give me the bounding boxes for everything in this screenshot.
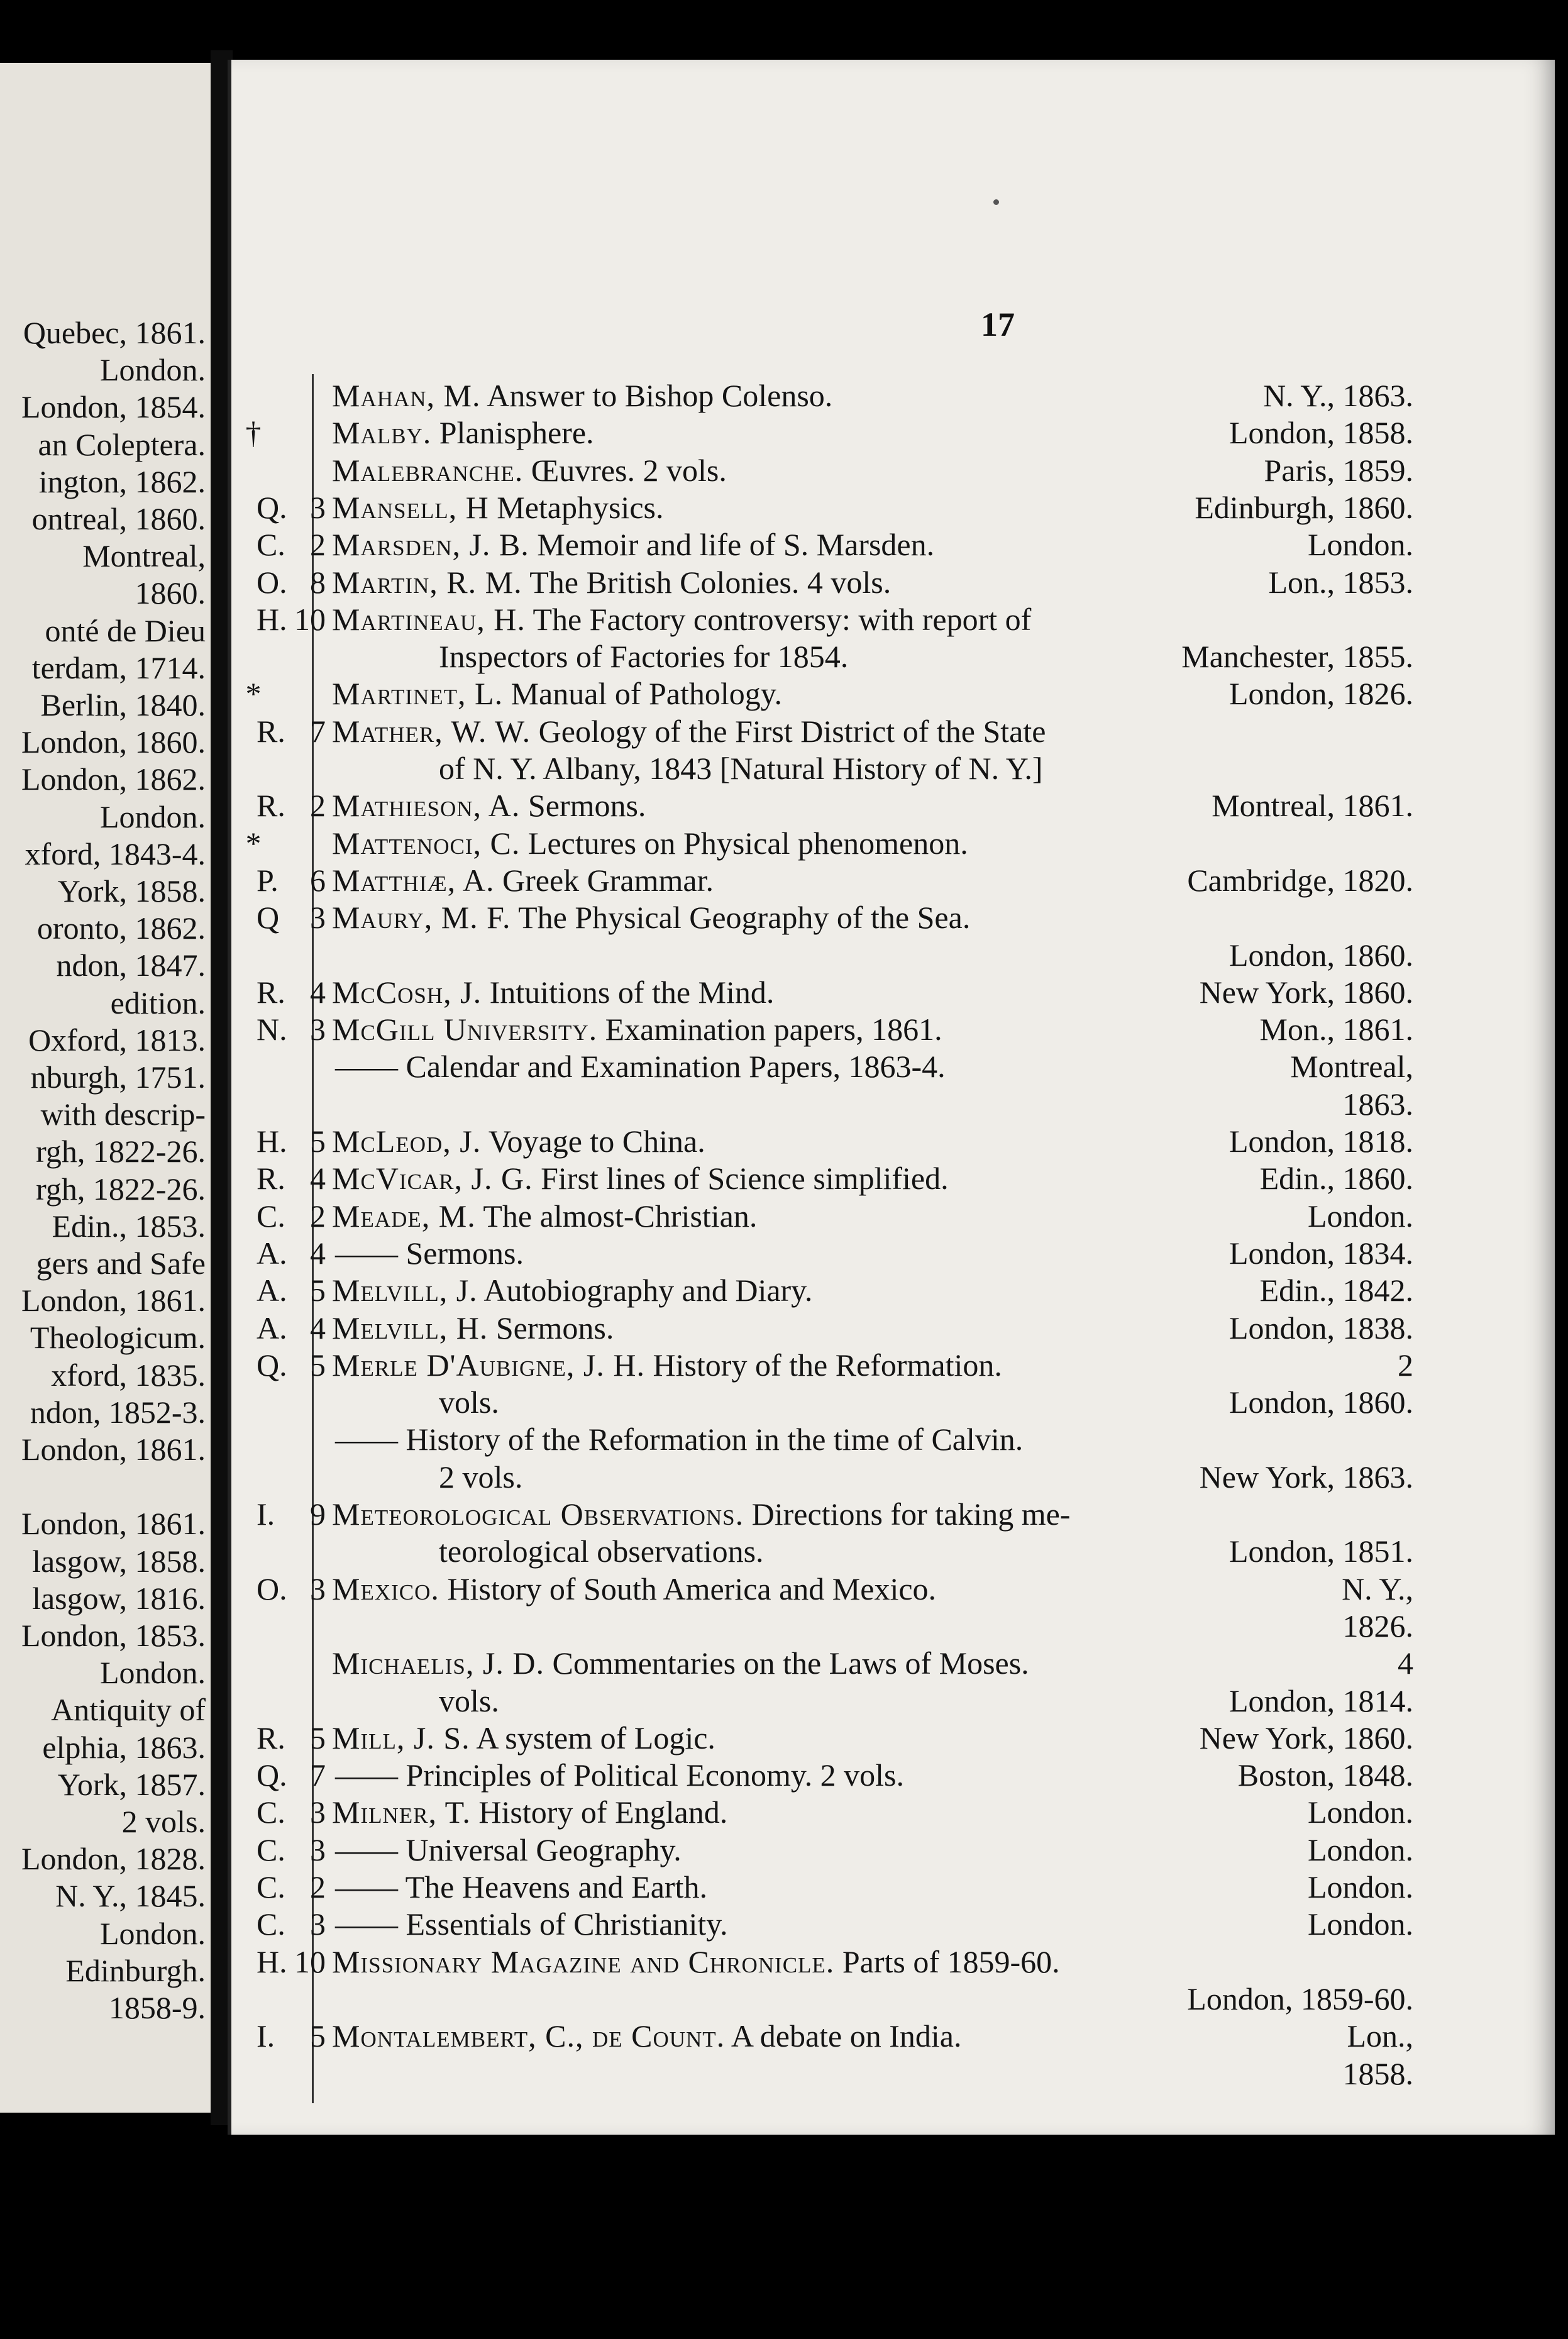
shelf-number: 4 [310, 1161, 326, 1197]
shelf-number: 8 [310, 564, 326, 600]
imprint: London, 1858. [1228, 415, 1413, 451]
shelf-number: 5 [310, 2018, 326, 2054]
entry-body [335, 1421, 1413, 1458]
title-text: The almost-Christian. [483, 1198, 758, 1234]
catalogue-line [231, 1720, 1555, 1757]
catalogue-line [231, 1645, 1555, 1682]
catalogue-line [231, 1608, 1555, 1645]
entry-mark: † [245, 415, 262, 451]
author-name: McLeod, J. [332, 1124, 482, 1159]
catalogue-line [231, 601, 1555, 638]
class-letter: H. [257, 601, 287, 637]
catalogue-line [231, 1496, 1555, 1533]
imprint: Montreal, [1290, 1049, 1413, 1085]
left-page-line: London, 1860. [21, 724, 206, 760]
title-text: —— Sermons. [335, 1235, 524, 1271]
catalogue-line [231, 1533, 1555, 1570]
class-letter: I. [257, 1496, 275, 1532]
shelf-number: 4 [310, 1310, 326, 1346]
catalogue-line [231, 1048, 1555, 1085]
shelf-number: 3 [310, 1012, 326, 1048]
imprint: N. Y., [1342, 1571, 1413, 1606]
left-page-line: ndon, 1852-3. [30, 1394, 206, 1430]
left-page-line: xford, 1843-4. [25, 836, 206, 871]
ink-speck [993, 199, 999, 205]
title-text: —— History of the Reformation in the time of Calvin. [335, 1422, 1024, 1457]
title-text: First lines of Science simplified. [541, 1161, 949, 1197]
entry-body [332, 1347, 1413, 1384]
imprint: 1826. [1342, 1608, 1413, 1644]
title-text: —— The Heavens and Earth. [335, 1869, 707, 1905]
author-name: Mill, J. S. [332, 1720, 470, 1756]
entry-body [332, 377, 1413, 414]
left-page-line: lasgow, 1858. [32, 1543, 206, 1579]
class-letter: A. [257, 1310, 287, 1346]
left-page-line: Berlin, 1840. [40, 687, 206, 722]
imprint: Edinburgh, 1860. [1195, 489, 1413, 525]
author-name: Meade, M. [332, 1198, 476, 1234]
left-page-line: ington, 1862. [38, 463, 206, 499]
left-page-line: London. [99, 799, 206, 834]
catalogue-line [231, 825, 1555, 862]
shelf-number: 9 [310, 1496, 326, 1532]
class-letter: R. [257, 1720, 285, 1756]
imprint: Edin., 1842. [1259, 1273, 1413, 1308]
author-name: McCosh, J. [332, 974, 482, 1010]
left-page-line: Quebec, 1861. [23, 315, 206, 350]
catalogue-line [231, 1160, 1555, 1197]
class-letter: I. [257, 2018, 275, 2054]
left-page-line: London. [99, 352, 206, 388]
author-name: Mathieson, A. [332, 788, 521, 824]
title-text: The Physical Geography of the Sea. [518, 900, 971, 936]
catalogue-line [231, 937, 1555, 974]
class-letter: C. [257, 1869, 285, 1905]
title-text: Autobiography and Diary. [483, 1273, 813, 1308]
imprint: London, 1859-60. [1187, 1981, 1413, 2016]
left-page-line: an Coleptera. [38, 426, 206, 462]
left-page-line: London, 1854. [21, 389, 206, 425]
catalogue-line [231, 675, 1555, 712]
catalogue-line [231, 1272, 1555, 1309]
author-name: Missionary Magazine and Chronicle. [332, 1944, 835, 1979]
title-text: of N. Y. Albany, 1843 [Natural History of N. Y.] [439, 751, 1043, 786]
left-page-line: rgh, 1822-26. [36, 1134, 206, 1170]
left-page-line: London, 1853. [21, 1618, 206, 1653]
imprint: London, 1826. [1228, 676, 1413, 712]
catalogue-page [228, 60, 1555, 2135]
title-text: Planisphere. [439, 415, 594, 451]
title-text: Answer to Bishop Colenso. [487, 378, 833, 413]
shelf-number: 5 [310, 1124, 326, 1159]
author-name: Mexico. [332, 1571, 439, 1606]
shelf-number: 4 [310, 1235, 326, 1271]
shelf-number: 3 [310, 1794, 326, 1830]
title-text: —— Calendar and Examination Papers, 1863-4. [335, 1049, 946, 1085]
catalogue-line [231, 414, 1555, 451]
imprint: 1858. [1342, 2055, 1413, 2091]
title-text: Examination papers, 1861. [605, 1012, 942, 1048]
author-name: Meteorological Observations. [332, 1496, 744, 1532]
title-text: History of the Reformation. [653, 1347, 1002, 1383]
imprint: Edin., 1860. [1259, 1161, 1413, 1197]
shelf-number: 10 [294, 1944, 326, 1979]
catalogue-line [231, 1235, 1555, 1272]
left-page-line: N. Y., 1845. [55, 1878, 206, 1914]
left-page-line: ontreal, 1860. [31, 501, 206, 536]
class-letter: Q. [257, 1347, 287, 1383]
class-letter: O. [257, 1571, 287, 1606]
imprint: New York, 1863. [1199, 1459, 1413, 1495]
author-name: Montalembert, C., de Count. [332, 2018, 726, 2054]
class-letter: Q. [257, 489, 287, 525]
imprint: London. [1307, 1906, 1413, 1942]
author-name: Mattenoci, C. [332, 825, 521, 861]
catalogue-line [231, 638, 1555, 675]
shelf-number: 2 [310, 527, 326, 563]
left-page-fragment [0, 63, 213, 2113]
entry-body [335, 1832, 1413, 1869]
author-name: Mansell, H [332, 489, 489, 525]
left-page-line: York, 1857. [57, 1766, 206, 1802]
class-letter: R. [257, 1161, 285, 1197]
title-text: The British Colonies. 4 vols. [529, 564, 892, 600]
entry-body [332, 2018, 1413, 2055]
title-text: Lectures on Physical phenomenon. [527, 825, 968, 861]
entry-body [332, 564, 1413, 601]
title-text: A system of Logic. [476, 1720, 715, 1756]
catalogue-line [231, 787, 1555, 824]
imprint: New York, 1860. [1199, 974, 1413, 1010]
class-letter: A. [257, 1235, 287, 1271]
shelf-number: 7 [310, 1757, 326, 1793]
class-letter: H. [257, 1944, 287, 1979]
catalogue-line [231, 899, 1555, 936]
title-text: Sermons. [527, 788, 646, 824]
shelf-number: 3 [310, 900, 326, 936]
entry-body [332, 713, 1413, 750]
class-letter: C. [257, 1832, 285, 1867]
imprint: London, 1818. [1228, 1124, 1413, 1159]
class-letter: N. [257, 1012, 287, 1048]
catalogue-line [231, 564, 1555, 601]
imprint: Mon., 1861. [1259, 1012, 1413, 1048]
class-letter: R. [257, 788, 285, 824]
left-page-line: York, 1858. [57, 873, 206, 909]
entry-body [332, 1011, 1413, 1048]
catalogue-line [231, 1011, 1555, 1048]
catalogue-line [231, 526, 1555, 563]
title-text: vols. [439, 1683, 499, 1718]
page-number: 17 [981, 306, 1015, 343]
left-page-line: terdam, 1714. [31, 650, 206, 685]
author-name: Melvill, H. [332, 1310, 489, 1346]
title-text: Memoir and life of S. Marsden. [537, 527, 935, 563]
imprint: London, 1838. [1228, 1310, 1413, 1346]
catalogue-line [231, 377, 1555, 414]
catalogue-line [231, 1683, 1555, 1720]
catalogue-line [231, 1421, 1555, 1458]
left-page-line: London. [99, 1655, 206, 1691]
catalogue-line [231, 1571, 1555, 1608]
shelf-number: 2 [310, 1869, 326, 1905]
imprint: New York, 1860. [1199, 1720, 1413, 1756]
left-page-line: London, 1828. [21, 1841, 206, 1877]
author-name: Mahan, M. [332, 378, 481, 413]
entry-body [332, 1496, 1413, 1533]
catalogue-line [231, 1384, 1555, 1421]
catalogue-line [231, 1869, 1555, 1906]
imprint: London. [1307, 1869, 1413, 1905]
imprint: Cambridge, 1820. [1187, 862, 1413, 898]
title-text: Directions for taking me- [751, 1496, 1071, 1532]
title-text: A debate on India. [731, 2018, 962, 2054]
class-letter: C. [257, 527, 285, 563]
author-name: Marsden, J. B. [332, 527, 529, 563]
left-page-line: 1858-9. [108, 1990, 206, 2025]
imprint: Boston, 1848. [1237, 1757, 1413, 1793]
shelf-number: 6 [310, 862, 326, 898]
title-text: Intuitions of the Mind. [489, 974, 775, 1010]
title-text: Geology of the First District of the State [538, 713, 1046, 749]
author-name: Martin, R. M. [332, 564, 522, 600]
imprint: London, 1851. [1228, 1534, 1413, 1569]
left-page-line: xford, 1835. [51, 1357, 206, 1393]
imprint: London. [1307, 1794, 1413, 1830]
imprint: Montreal, 1861. [1212, 788, 1413, 824]
class-letter: P. [257, 862, 279, 898]
entry-body [332, 1571, 1413, 1608]
left-page-line: edition. [110, 985, 206, 1020]
author-name: Matthiæ, A. [332, 862, 495, 898]
left-page-line: Montreal, [82, 538, 206, 574]
title-text: Sermons. [495, 1310, 614, 1346]
entry-body [332, 1944, 1413, 1981]
entry-body [332, 601, 1413, 638]
left-page-line: London. [99, 1915, 206, 1951]
class-letter: R. [257, 974, 285, 1010]
imprint: London, 1860. [1228, 937, 1413, 973]
title-text: —— Essentials of Christianity. [335, 1906, 728, 1942]
catalogue-line [231, 1198, 1555, 1235]
class-letter: C. [257, 1794, 285, 1830]
left-page-line: Theologicum. [30, 1320, 206, 1356]
entry-body [332, 825, 1413, 862]
title-text: 2 vols. [439, 1459, 523, 1495]
shelf-number: 5 [310, 1273, 326, 1308]
left-page-line: 2 vols. [121, 1804, 206, 1839]
class-letter: H. [257, 1124, 287, 1159]
entry-body [335, 1906, 1413, 1943]
left-page-line: gers and Safe [36, 1246, 206, 1281]
shelf-number: 3 [310, 1832, 326, 1867]
class-letter: Q. [257, 1757, 287, 1793]
catalogue-line [231, 1757, 1555, 1794]
catalogue-line [231, 1981, 1555, 2018]
class-letter: R. [257, 713, 285, 749]
title-text: Manual of Pathology. [511, 676, 783, 712]
left-page-line: London, 1861. [21, 1432, 206, 1467]
catalogue-line [231, 1086, 1555, 1123]
imprint: Lon., [1347, 2018, 1413, 2054]
title-text: The Factory controversy: with report of [533, 601, 1032, 637]
author-name: Merle D'Aubigne, J. H. [332, 1347, 645, 1383]
entry-body [332, 1160, 1413, 1197]
author-name: Melvill, J. [332, 1273, 478, 1308]
shelf-number: 3 [310, 489, 326, 525]
catalogue-line [231, 974, 1555, 1011]
left-page-line: Oxford, 1813. [28, 1022, 206, 1058]
catalogue-line [231, 862, 1555, 899]
title-text: vols. [439, 1385, 499, 1420]
imprint: London, 1814. [1228, 1683, 1413, 1718]
left-page-line: Edin., 1853. [52, 1208, 206, 1244]
catalogue-line [231, 452, 1555, 489]
shelf-number: 5 [310, 1347, 326, 1383]
catalogue-line [231, 1123, 1555, 1160]
catalogue-line [231, 1459, 1555, 1496]
catalogue-line [231, 1794, 1555, 1831]
imprint: London. [1307, 1832, 1413, 1867]
entry-mark: * [245, 825, 262, 861]
author-name: Milner, T. [332, 1794, 471, 1830]
shelf-number: 3 [310, 1571, 326, 1606]
shelf-number: 10 [294, 601, 326, 637]
author-name: Malebranche. [332, 452, 524, 488]
left-page-line: London, 1862. [21, 761, 206, 797]
author-name: Mather, W. W. [332, 713, 531, 749]
author-name: McVicar, J. G. [332, 1161, 533, 1197]
author-name: Malby. [332, 415, 432, 451]
left-page-line: London, 1861. [21, 1283, 206, 1319]
shelf-number: 3 [310, 1906, 326, 1942]
title-text: —— Universal Geography. [335, 1832, 682, 1867]
left-page-line: Edinburgh. [65, 1952, 206, 1988]
catalogue-line [231, 2018, 1555, 2055]
entry-body [332, 1272, 1413, 1309]
class-letter: A. [257, 1273, 287, 1308]
left-page-line: onté de Dieu [45, 612, 206, 648]
catalogue-line [231, 1347, 1555, 1384]
catalogue-line [231, 713, 1555, 750]
shelf-number: 5 [310, 1720, 326, 1756]
imprint: Paris, 1859. [1264, 452, 1413, 488]
imprint: 4 [1398, 1645, 1413, 1681]
shelf-number: 2 [310, 788, 326, 824]
imprint: 1863. [1342, 1086, 1413, 1122]
title-text: Parts of 1859-60. [842, 1944, 1060, 1979]
imprint: London. [1307, 1198, 1413, 1234]
catalogue-line [231, 750, 1555, 787]
imprint: London, 1834. [1228, 1235, 1413, 1271]
shelf-number: 7 [310, 713, 326, 749]
entry-body [335, 1869, 1413, 1906]
class-letter: C. [257, 1906, 285, 1942]
imprint: London. [1307, 527, 1413, 563]
left-page-line: nburgh, 1751. [30, 1059, 206, 1095]
title-text: Inspectors of Factories for 1854. [439, 639, 849, 675]
left-page-line: 1860. [135, 575, 206, 611]
left-page-line: with descrip- [40, 1097, 206, 1132]
catalogue-line [231, 1832, 1555, 1869]
class-letter: Q [257, 900, 280, 936]
shelf-number: 2 [310, 1198, 326, 1234]
left-page-line: London, 1861. [21, 1506, 206, 1542]
imprint: Lon., 1853. [1268, 564, 1413, 600]
left-page-line: ndon, 1847. [56, 948, 206, 983]
author-name: Maury, M. F. [332, 900, 511, 936]
entry-body [332, 1645, 1413, 1682]
shelf-number: 4 [310, 974, 326, 1010]
left-page-line: rgh, 1822-26. [36, 1171, 206, 1207]
entry-body [332, 1794, 1413, 1831]
title-text: History of England. [478, 1794, 728, 1830]
title-text: teorological observations. [439, 1534, 764, 1569]
entry-body [332, 526, 1413, 563]
title-text: History of South America and Mexico. [447, 1571, 937, 1606]
class-letter: O. [257, 564, 287, 600]
imprint: 2 [1398, 1347, 1413, 1383]
catalogue-line [231, 489, 1555, 526]
author-name: Martineau, H. [332, 601, 526, 637]
catalogue-line [231, 1906, 1555, 1943]
title-text: Greek Grammar. [502, 862, 714, 898]
title-text: —— Principles of Political Economy. 2 vols. [335, 1757, 905, 1793]
entry-body [332, 899, 1413, 936]
author-name: Martinet, L. [332, 676, 504, 712]
entry-body [335, 1048, 1413, 1085]
title-text: Œuvres. 2 vols. [531, 452, 727, 488]
left-page-line: oronto, 1862. [36, 910, 206, 946]
author-name: Michaelis, J. D. [332, 1645, 544, 1681]
title-text: Voyage to China. [488, 1124, 705, 1159]
catalogue-line [231, 2055, 1555, 2093]
entry-body [332, 1198, 1413, 1235]
imprint: London, 1860. [1228, 1385, 1413, 1420]
title-text: Commentaries on the Laws of Moses. [552, 1645, 1029, 1681]
entry-mark: * [245, 676, 262, 712]
entry-body [439, 750, 1413, 787]
left-page-line: Antiquity of [51, 1692, 206, 1728]
catalogue-line [231, 1944, 1555, 1981]
class-letter: C. [257, 1198, 285, 1234]
entry-body [332, 452, 1413, 489]
left-page-line: elphia, 1863. [42, 1729, 206, 1765]
imprint: N. Y., 1863. [1263, 378, 1413, 413]
title-text: Metaphysics. [497, 489, 664, 525]
catalogue-line [231, 1310, 1555, 1347]
left-page-line: lasgow, 1816. [32, 1580, 206, 1616]
imprint: Manchester, 1855. [1181, 639, 1413, 675]
author-name: McGill University. [332, 1012, 598, 1048]
